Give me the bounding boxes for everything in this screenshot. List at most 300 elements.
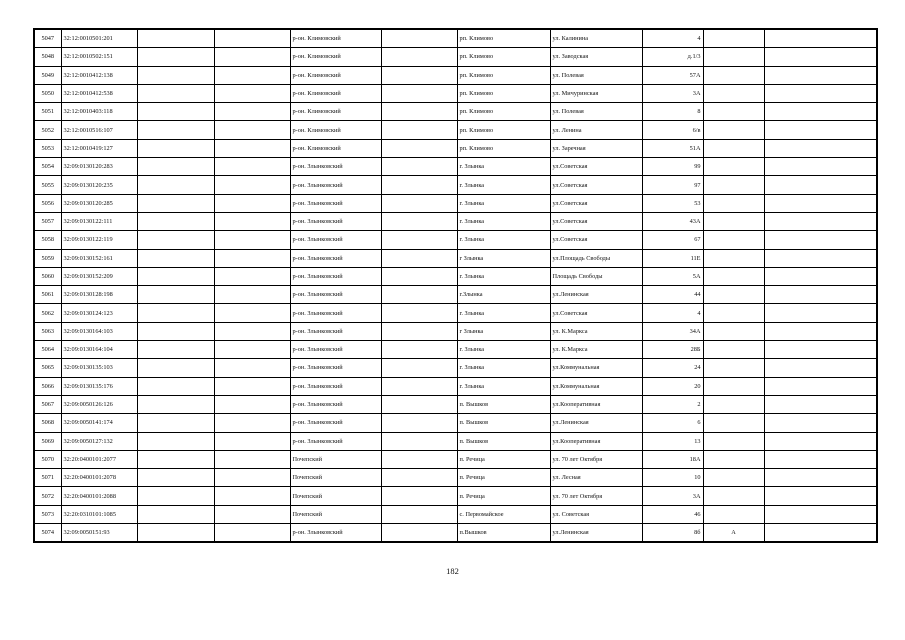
cadastral-number-cell: 32:12:0010501:201 [61, 29, 137, 48]
street-cell: ул. Ленина [550, 121, 642, 139]
street-cell: ул. Лесная [550, 469, 642, 487]
table-row [34, 194, 877, 212]
district-cell: р-он. Злынковский [290, 231, 381, 249]
table-row [34, 103, 877, 121]
empty-cell [214, 249, 290, 267]
row-number-cell: 5059 [34, 249, 61, 267]
empty-cell [764, 84, 877, 102]
empty-cell [137, 432, 214, 450]
empty-cell [214, 84, 290, 102]
house-number-cell: д.1/3 [642, 48, 703, 66]
empty-cell [214, 414, 290, 432]
row-number-cell: 5064 [34, 341, 61, 359]
cadastral-number-cell: 32:09:0130122:111 [61, 212, 137, 230]
district-cell: р-он. Климовский [290, 121, 381, 139]
row-number-cell: 5056 [34, 194, 61, 212]
locality-cell: рп. Климово [457, 29, 550, 48]
empty-cell [137, 176, 214, 194]
empty-cell [381, 66, 457, 84]
street-cell: ул. К.Маркса [550, 341, 642, 359]
empty-cell [214, 66, 290, 84]
street-cell: ул. 70 лет Октября [550, 487, 642, 505]
extra-cell [703, 395, 764, 413]
extra-cell [703, 103, 764, 121]
locality-cell: г. Злынка [457, 359, 550, 377]
empty-cell [137, 286, 214, 304]
street-cell: ул. Полевая [550, 103, 642, 121]
extra-cell [703, 121, 764, 139]
locality-cell: рп. Климово [457, 48, 550, 66]
cadastral-number-cell: 32:12:0010403:118 [61, 103, 137, 121]
row-number-cell: 5070 [34, 450, 61, 468]
district-cell: р-он. Климовский [290, 103, 381, 121]
row-number-cell: 5048 [34, 48, 61, 66]
empty-cell [137, 139, 214, 157]
locality-cell: рп. Климово [457, 139, 550, 157]
empty-cell [764, 286, 877, 304]
empty-cell [381, 395, 457, 413]
registry-table [33, 28, 878, 543]
locality-cell: г. Злынка [457, 158, 550, 176]
empty-cell [214, 158, 290, 176]
cadastral-number-cell: 32:12:0010412:138 [61, 66, 137, 84]
empty-cell [137, 121, 214, 139]
extra-cell [703, 487, 764, 505]
empty-cell [214, 212, 290, 230]
empty-cell [137, 48, 214, 66]
empty-cell [764, 66, 877, 84]
row-number-cell: 5060 [34, 267, 61, 285]
street-cell: ул.Коммунальная [550, 377, 642, 395]
empty-cell [381, 158, 457, 176]
empty-cell [214, 286, 290, 304]
empty-cell [764, 450, 877, 468]
cadastral-number-cell: 32:20:0400101:2077 [61, 450, 137, 468]
empty-cell [381, 341, 457, 359]
table-row [34, 158, 877, 176]
row-number-cell: 5050 [34, 84, 61, 102]
row-number-cell: 5073 [34, 505, 61, 523]
district-cell: р-он. Злынковский [290, 286, 381, 304]
locality-cell: г. Злынка [457, 304, 550, 322]
row-number-cell: 5063 [34, 322, 61, 340]
empty-cell [137, 395, 214, 413]
table-row [34, 524, 877, 543]
house-number-cell: 13 [642, 432, 703, 450]
district-cell: р-он. Злынковский [290, 359, 381, 377]
extra-cell [703, 29, 764, 48]
empty-cell [214, 48, 290, 66]
empty-cell [214, 304, 290, 322]
table-row [34, 84, 877, 102]
empty-cell [764, 48, 877, 66]
extra-cell [703, 322, 764, 340]
cadastral-number-cell: 32:09:0050151:93 [61, 524, 137, 543]
street-cell: ул. Советская [550, 505, 642, 523]
locality-cell: г. Злынка [457, 176, 550, 194]
extra-cell [703, 267, 764, 285]
empty-cell [381, 267, 457, 285]
empty-cell [381, 524, 457, 543]
table-row [34, 395, 877, 413]
street-cell: ул.Советская [550, 176, 642, 194]
empty-cell [764, 395, 877, 413]
empty-cell [764, 158, 877, 176]
district-cell: р-он. Злынковский [290, 395, 381, 413]
house-number-cell: 11Е [642, 249, 703, 267]
house-number-cell: 43А [642, 212, 703, 230]
cadastral-number-cell: 32:09:0130135:103 [61, 359, 137, 377]
district-cell: р-он. Климовский [290, 66, 381, 84]
empty-cell [137, 103, 214, 121]
empty-cell [137, 304, 214, 322]
cadastral-number-cell: 32:20:0400101:2078 [61, 469, 137, 487]
street-cell: ул. Заречная [550, 139, 642, 157]
extra-cell [703, 450, 764, 468]
extra-cell [703, 66, 764, 84]
row-number-cell: 5055 [34, 176, 61, 194]
district-cell: р-он. Злынковский [290, 377, 381, 395]
district-cell: р-он. Злынковский [290, 194, 381, 212]
empty-cell [214, 267, 290, 285]
cadastral-number-cell: 32:12:0010412:538 [61, 84, 137, 102]
cadastral-number-cell: 32:20:0310101:1085 [61, 505, 137, 523]
empty-cell [214, 469, 290, 487]
empty-cell [137, 414, 214, 432]
row-number-cell: 5061 [34, 286, 61, 304]
empty-cell [381, 212, 457, 230]
table-row [34, 359, 877, 377]
empty-cell [764, 341, 877, 359]
street-cell: ул.Советская [550, 304, 642, 322]
locality-cell: г.Злынка [457, 286, 550, 304]
empty-cell [137, 66, 214, 84]
cadastral-number-cell: 32:09:0130152:209 [61, 267, 137, 285]
empty-cell [214, 524, 290, 543]
cadastral-number-cell: 32:09:0130135:176 [61, 377, 137, 395]
row-number-cell: 5069 [34, 432, 61, 450]
house-number-cell: 97 [642, 176, 703, 194]
extra-cell [703, 286, 764, 304]
house-number-cell: 53 [642, 194, 703, 212]
district-cell: Почепский [290, 487, 381, 505]
district-cell: Почепский [290, 505, 381, 523]
district-cell: р-он. Климовский [290, 29, 381, 48]
street-cell: ул.Советская [550, 194, 642, 212]
empty-cell [381, 469, 457, 487]
street-cell: ул.Кооперативная [550, 395, 642, 413]
district-cell: р-он. Климовский [290, 48, 381, 66]
empty-cell [764, 469, 877, 487]
row-number-cell: 5058 [34, 231, 61, 249]
table-row [34, 450, 877, 468]
table-row [34, 29, 877, 48]
house-number-cell: 2 [642, 395, 703, 413]
row-number-cell: 5053 [34, 139, 61, 157]
row-number-cell: 5052 [34, 121, 61, 139]
extra-cell [703, 469, 764, 487]
district-cell: р-он. Климовский [290, 84, 381, 102]
street-cell: ул. Калинина [550, 29, 642, 48]
extra-cell [703, 359, 764, 377]
empty-cell [764, 29, 877, 48]
street-cell: ул. 70 лет Октября [550, 450, 642, 468]
empty-cell [764, 322, 877, 340]
extra-cell: А [703, 524, 764, 543]
row-number-cell: 5074 [34, 524, 61, 543]
empty-cell [214, 121, 290, 139]
house-number-cell: 5А [642, 267, 703, 285]
table-row [34, 267, 877, 285]
empty-cell [764, 249, 877, 267]
cadastral-number-cell: 32:09:0050126:126 [61, 395, 137, 413]
empty-cell [214, 194, 290, 212]
table-row [34, 66, 877, 84]
district-cell: р-он. Злынковский [290, 267, 381, 285]
row-number-cell: 5071 [34, 469, 61, 487]
empty-cell [764, 121, 877, 139]
extra-cell [703, 158, 764, 176]
table-row [34, 48, 877, 66]
district-cell: р-он. Климовский [290, 139, 381, 157]
row-number-cell: 5068 [34, 414, 61, 432]
cadastral-number-cell: 32:09:0130164:104 [61, 341, 137, 359]
house-number-cell: 99 [642, 158, 703, 176]
house-number-cell: 4 [642, 29, 703, 48]
street-cell: ул. Полевая [550, 66, 642, 84]
house-number-cell: 8 [642, 103, 703, 121]
empty-cell [764, 231, 877, 249]
street-cell: ул.Коммунальная [550, 359, 642, 377]
extra-cell [703, 377, 764, 395]
empty-cell [214, 377, 290, 395]
empty-cell [214, 432, 290, 450]
locality-cell: г. Злынка [457, 194, 550, 212]
house-number-cell: 18А [642, 450, 703, 468]
district-cell: р-он. Злынковский [290, 341, 381, 359]
extra-cell [703, 249, 764, 267]
empty-cell [764, 505, 877, 523]
house-number-cell: 3А [642, 487, 703, 505]
district-cell: р-он. Злынковский [290, 432, 381, 450]
row-number-cell: 5067 [34, 395, 61, 413]
empty-cell [381, 176, 457, 194]
locality-cell: п. Речица [457, 469, 550, 487]
extra-cell [703, 84, 764, 102]
empty-cell [214, 139, 290, 157]
empty-cell [137, 487, 214, 505]
house-number-cell: 8б [642, 524, 703, 543]
empty-cell [381, 359, 457, 377]
row-number-cell: 5054 [34, 158, 61, 176]
cadastral-number-cell: 32:12:0010502:151 [61, 48, 137, 66]
locality-cell: г. Злынка [457, 212, 550, 230]
cadastral-number-cell: 32:09:0050141:174 [61, 414, 137, 432]
table-row [34, 176, 877, 194]
empty-cell [381, 84, 457, 102]
empty-cell [764, 194, 877, 212]
empty-cell [214, 450, 290, 468]
empty-cell [214, 29, 290, 48]
extra-cell [703, 194, 764, 212]
street-cell: ул. Мичуринская [550, 84, 642, 102]
district-cell: р-он. Злынковский [290, 524, 381, 543]
house-number-cell: 28Б [642, 341, 703, 359]
empty-cell [381, 432, 457, 450]
empty-cell [137, 158, 214, 176]
extra-cell [703, 414, 764, 432]
cadastral-number-cell: 32:09:0130120:283 [61, 158, 137, 176]
page-number: 182 [446, 566, 459, 576]
empty-cell [381, 194, 457, 212]
table-row [34, 249, 877, 267]
empty-cell [214, 176, 290, 194]
locality-cell: г. Злынка [457, 267, 550, 285]
empty-cell [214, 487, 290, 505]
district-cell: р-он. Злынковский [290, 212, 381, 230]
empty-cell [137, 249, 214, 267]
cadastral-number-cell: 32:09:0050127:132 [61, 432, 137, 450]
street-cell: Площадь Свободы [550, 267, 642, 285]
extra-cell [703, 48, 764, 66]
locality-cell: г Злынка [457, 322, 550, 340]
locality-cell: п. Вышков [457, 414, 550, 432]
district-cell: р-он. Злынковский [290, 176, 381, 194]
house-number-cell: 51А [642, 139, 703, 157]
empty-cell [764, 414, 877, 432]
empty-cell [137, 524, 214, 543]
street-cell: ул. К.Маркса [550, 322, 642, 340]
empty-cell [764, 524, 877, 543]
empty-cell [137, 212, 214, 230]
table-row [34, 469, 877, 487]
empty-cell [764, 377, 877, 395]
empty-cell [381, 322, 457, 340]
table-row [34, 414, 877, 432]
empty-cell [137, 84, 214, 102]
row-number-cell: 5047 [34, 29, 61, 48]
empty-cell [381, 121, 457, 139]
empty-cell [764, 432, 877, 450]
empty-cell [214, 359, 290, 377]
empty-cell [137, 377, 214, 395]
empty-cell [137, 29, 214, 48]
house-number-cell: 6/в [642, 121, 703, 139]
house-number-cell: 10 [642, 469, 703, 487]
locality-cell: рп. Климово [457, 103, 550, 121]
locality-cell: с. Первомайское [457, 505, 550, 523]
street-cell: ул.Ленинская [550, 414, 642, 432]
table-row [34, 322, 877, 340]
street-cell: ул.Советская [550, 212, 642, 230]
district-cell: Почепский [290, 450, 381, 468]
house-number-cell: 44 [642, 286, 703, 304]
street-cell: ул.Кооперативная [550, 432, 642, 450]
empty-cell [381, 48, 457, 66]
row-number-cell: 5051 [34, 103, 61, 121]
locality-cell: рп. Климово [457, 84, 550, 102]
empty-cell [137, 450, 214, 468]
extra-cell [703, 212, 764, 230]
house-number-cell: 57А [642, 66, 703, 84]
empty-cell [381, 304, 457, 322]
house-number-cell: 24 [642, 359, 703, 377]
empty-cell [381, 414, 457, 432]
empty-cell [381, 231, 457, 249]
empty-cell [381, 505, 457, 523]
table-row [34, 286, 877, 304]
house-number-cell: 3А [642, 84, 703, 102]
empty-cell [137, 194, 214, 212]
district-cell: р-он. Злынковский [290, 249, 381, 267]
cadastral-number-cell: 32:12:0010516:107 [61, 121, 137, 139]
extra-cell [703, 341, 764, 359]
extra-cell [703, 176, 764, 194]
cadastral-number-cell: 32:09:0130120:235 [61, 176, 137, 194]
table-row [34, 341, 877, 359]
empty-cell [381, 249, 457, 267]
empty-cell [137, 469, 214, 487]
table-row [34, 121, 877, 139]
table-row [34, 304, 877, 322]
street-cell: ул. Заводская [550, 48, 642, 66]
street-cell: ул.Ленинская [550, 286, 642, 304]
empty-cell [214, 231, 290, 249]
cadastral-number-cell: 32:09:0130164:103 [61, 322, 137, 340]
locality-cell: п. Вышков [457, 395, 550, 413]
house-number-cell: 46 [642, 505, 703, 523]
empty-cell [214, 103, 290, 121]
cadastral-number-cell: 32:12:0010419:127 [61, 139, 137, 157]
table-row [34, 212, 877, 230]
locality-cell: п. Речица [457, 450, 550, 468]
empty-cell [764, 359, 877, 377]
empty-cell [214, 341, 290, 359]
locality-cell: рп. Климово [457, 121, 550, 139]
street-cell: ул.Советская [550, 158, 642, 176]
extra-cell [703, 505, 764, 523]
extra-cell [703, 304, 764, 322]
street-cell: ул.Ленинская [550, 524, 642, 543]
empty-cell [214, 322, 290, 340]
empty-cell [137, 359, 214, 377]
empty-cell [137, 322, 214, 340]
table-row [34, 231, 877, 249]
street-cell: ул.Площадь Свободы [550, 249, 642, 267]
empty-cell [137, 267, 214, 285]
empty-cell [764, 487, 877, 505]
district-cell: Почепский [290, 469, 381, 487]
locality-cell: г. Злынка [457, 377, 550, 395]
empty-cell [381, 377, 457, 395]
extra-cell [703, 432, 764, 450]
cadastral-number-cell: 32:09:0130124:123 [61, 304, 137, 322]
locality-cell: г Злынка [457, 249, 550, 267]
table-row [34, 505, 877, 523]
locality-cell: г. Злынка [457, 341, 550, 359]
empty-cell [381, 139, 457, 157]
house-number-cell: 34А [642, 322, 703, 340]
locality-cell: рп. Климово [457, 66, 550, 84]
house-number-cell: 20 [642, 377, 703, 395]
row-number-cell: 5072 [34, 487, 61, 505]
row-number-cell: 5062 [34, 304, 61, 322]
row-number-cell: 5049 [34, 66, 61, 84]
table-row [34, 487, 877, 505]
empty-cell [214, 395, 290, 413]
empty-cell [137, 231, 214, 249]
row-number-cell: 5066 [34, 377, 61, 395]
